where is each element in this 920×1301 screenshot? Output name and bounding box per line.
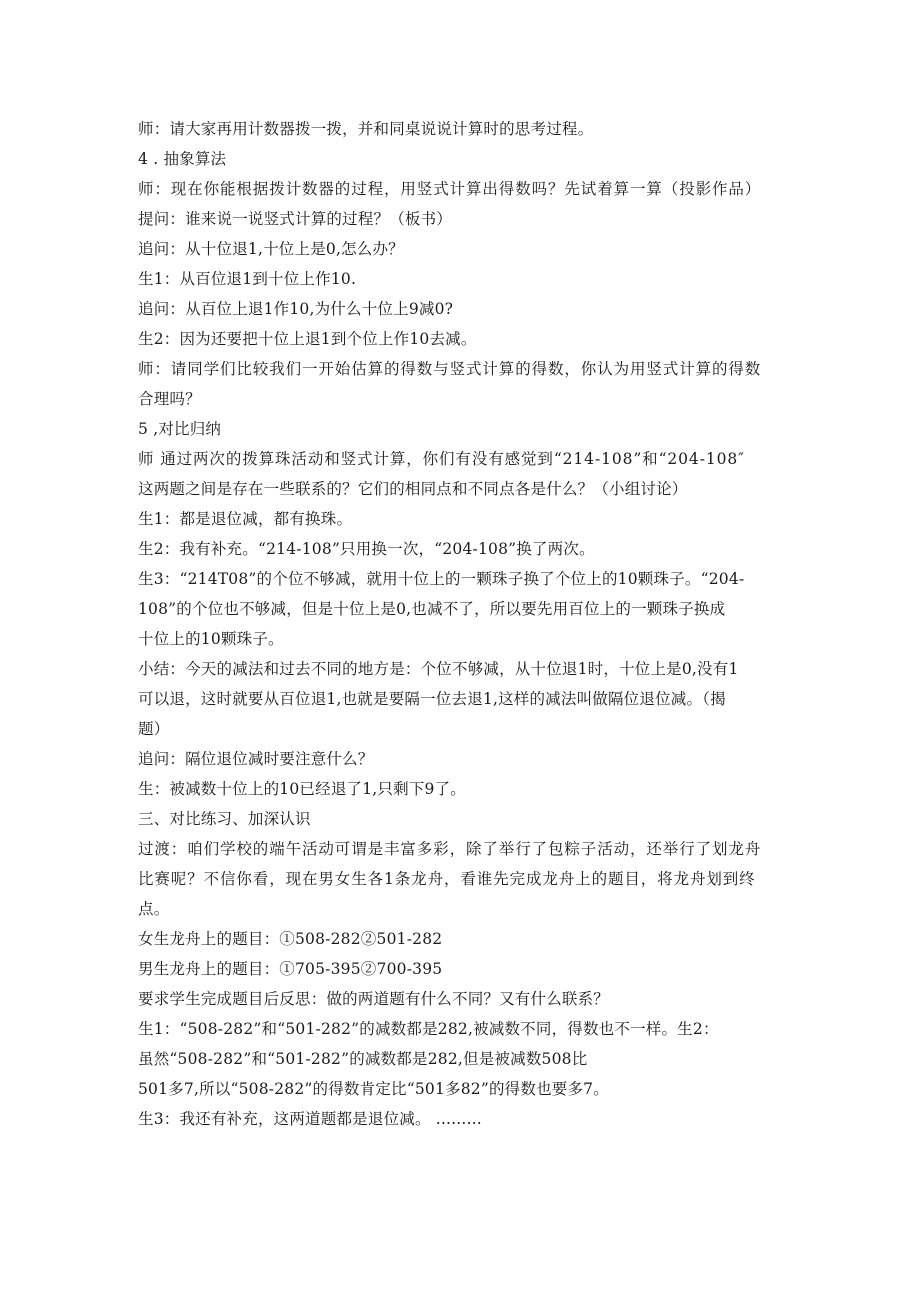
text-line: 生3：我还有补充，这两道题都是退位减。 .........: [138, 1110, 482, 1128]
text-line: 生1：从百位退1到十位上作10.: [138, 270, 357, 288]
text-line: 过渡：咱们学校的端午活动可谓是丰富多彩，除了举行了包粽子活动，还举行了划龙舟: [138, 840, 762, 858]
text-line: 提问：谁来说一说竖式计算的过程？（板书）: [138, 210, 453, 228]
text-line: 合理吗？: [138, 390, 201, 408]
text-line: 师：请大家再用计数器拨一拨，并和同桌说说计算时的思考过程。: [138, 120, 594, 138]
text-line: 可以退，这时就要从百位退1,也就是要隔一位去退1,这样的减法叫做隔位退位减。（揭: [138, 690, 726, 708]
section-heading: 三、对比练习、加深认识: [138, 810, 311, 828]
section-heading: 5 ,对比归纳: [138, 420, 222, 438]
text-line: 追问：从十位退1,十位上是0,怎么办？: [138, 240, 404, 258]
text-line: 追问：从百位上退1作10,为什么十位上9减0?: [138, 300, 454, 318]
section-heading: 4 . 抽象算法: [138, 150, 227, 168]
text-line: 要求学生完成题目后反思：做的两道题有什么不同？又有什么联系？: [138, 990, 610, 1008]
text-line: 女生龙舟上的题目：①508-282②501-282: [138, 930, 443, 948]
text-line: 师 通过两次的拨算珠活动和竖式计算，你们有没有感觉到“214-108”和“204-108″: [138, 450, 745, 468]
text-line: 生2：我有补充。“214-108”只用换一次，“204-108”换了两次。: [138, 540, 595, 558]
text-line: 生3：“214T08”的个位不够减，就用十位上的一颗珠子换了个位上的10颗珠子。“204-: [138, 570, 745, 588]
text-line: 虽然“508-282”和“501-282”的减数都是282,但是被减数508比: [138, 1050, 588, 1068]
text-line: 生2：因为还要把十位上退1到个位上作10去减。: [138, 330, 477, 348]
text-line: 师：请同学们比较我们一开始估算的得数与竖式计算的得数，你认为用竖式计算的得数: [138, 360, 762, 378]
text-line: 十位上的10颗珠子。: [138, 630, 284, 648]
text-line: 生1：“508-282”和“501-282”的减数都是282,被减数不同，得数也不一样。生2：: [138, 1020, 719, 1038]
text-line: 生：被减数十位上的10已经退了1,只剩下9了。: [138, 780, 466, 798]
text-line: 比赛呢？不信你看，现在男女生各1条龙舟，看谁先完成龙舟上的题目，将龙舟划到终: [138, 870, 756, 888]
document-body: [138, 114, 798, 1134]
text-line: 这两题之间是存在一些联系的？它们的相同点和不同点各是什么？（小组讨论）: [138, 480, 688, 498]
text-line: 师：现在你能根据拨计数器的过程，用竖式计算出得数吗？先试着算一算（投影作品）: [138, 180, 762, 198]
text-line: 题）: [138, 720, 170, 738]
text-line: 108”的个位也不够减，但是十位上是0,也减不了，所以要先用百位上的一颗珠子换成: [138, 600, 726, 618]
text-line: 小结：今天的减法和过去不同的地方是：个位不够减，从十位退1时，十位上是0,没有1: [138, 660, 739, 678]
text-line: 男生龙舟上的题目：①705-395②700-395: [138, 960, 443, 978]
text-line: 追问：隔位退位减时要注意什么？: [138, 750, 374, 768]
text-line: 生1：都是退位减，都有换珠。: [138, 510, 353, 528]
text-line: 点。: [138, 900, 170, 918]
text-line: 501多7,所以“508-282”的得数肯定比“501多82”的得数也要多7。: [138, 1080, 609, 1098]
